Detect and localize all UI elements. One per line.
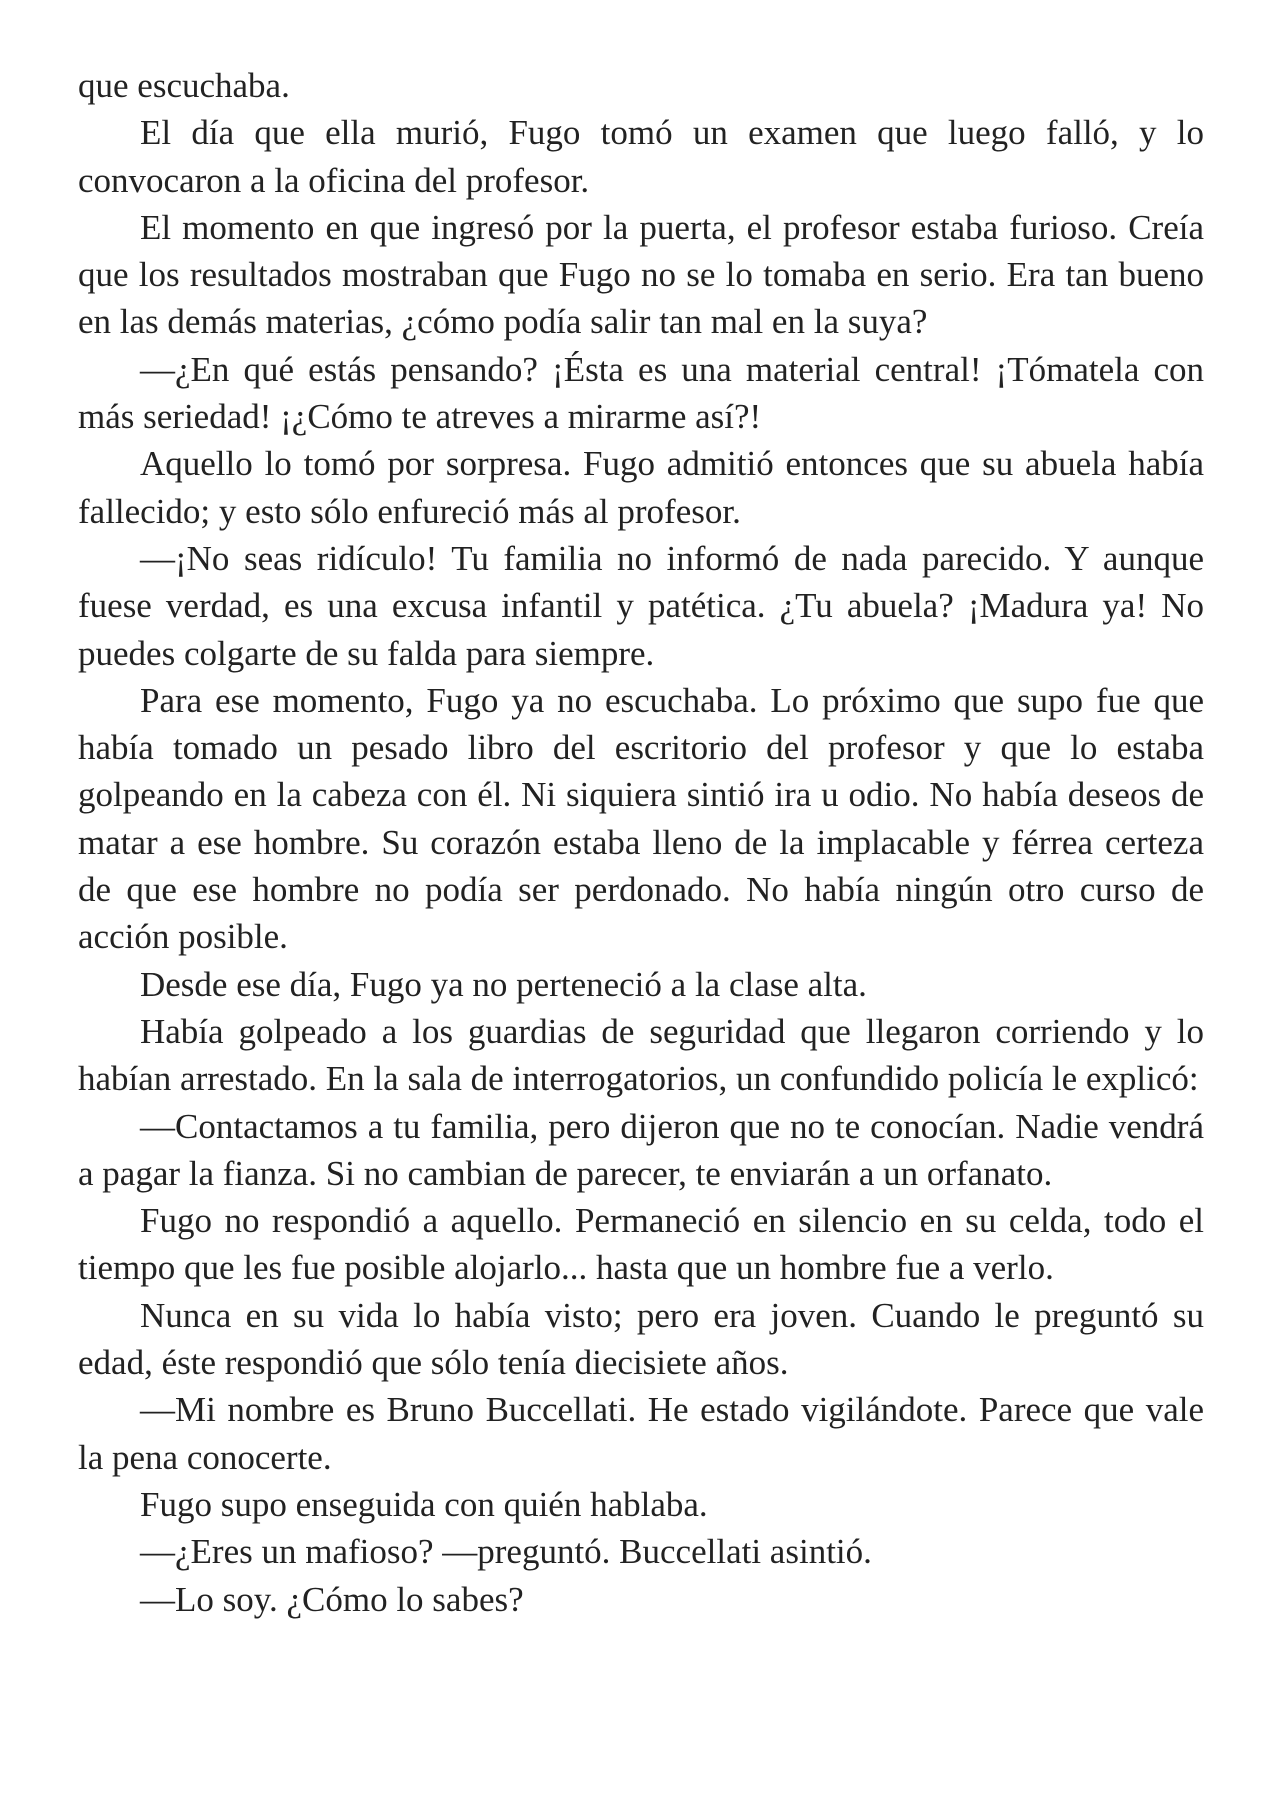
book-page-text bbox=[78, 62, 1204, 1623]
dialogue-paragraph: —Lo soy. ¿Cómo lo sabes? bbox=[140, 1579, 524, 1619]
paragraph: Desde ese día, Fugo ya no perteneció a la clase alta. bbox=[140, 964, 867, 1004]
paragraph: Fugo no respondió a aquello. Permaneció en silencio en su celda, todo el tiempo que les fue posible alojarlo... hasta que un hombre fue a verlo. bbox=[78, 1201, 1204, 1288]
paragraph: El momento en que ingresó por la puerta, el profesor estaba furioso. Creía que los resultados mostraban que Fugo no se lo tomaba en serio. Era tan bueno en las demás materias, ¿cómo podía salir tan mal en la suya? bbox=[78, 207, 1204, 342]
dialogue-paragraph: —¿En qué estás pensando? ¡Ésta es una material central! ¡Tómatela con más seriedad! ¡¿Cómo te atreves a mirarme así?! bbox=[78, 349, 1204, 437]
dialogue-paragraph: —Contactamos a tu familia, pero dijeron que no te conocían. Nadie vendrá a pagar la fianza. Si no cambian de parecer, te enviarán a un orfanato. bbox=[78, 1106, 1204, 1193]
dialogue-paragraph: —¿Eres un mafioso? —preguntó. Buccellati asintió. bbox=[140, 1532, 872, 1572]
paragraph-continued: que escuchaba. bbox=[78, 66, 290, 105]
dialogue-paragraph: —¡No seas ridículo! Tu familia no informó de nada parecido. Y aunque fuese verdad, es una excusa infantil y patética. ¿Tu abuela? ¡Madura ya! No puedes colgarte de su falda para siempre. bbox=[78, 538, 1204, 673]
paragraph: Fugo supo enseguida con quién hablaba. bbox=[140, 1484, 708, 1524]
dialogue-paragraph: —Mi nombre es Bruno Buccellati. He estado vigilándote. Parece que vale la pena conocerte. bbox=[78, 1390, 1204, 1477]
paragraph: Había golpeado a los guardias de seguridad que llegaron corriendo y lo habían arrestado. En la sala de interrogatorios, un confundido policía le explicó: bbox=[78, 1011, 1204, 1099]
paragraph: Nunca en su vida lo había visto; pero era joven. Cuando le preguntó su edad, éste respondió que sólo tenía diecisiete años. bbox=[78, 1295, 1204, 1383]
paragraph: Para ese momento, Fugo ya no escuchaba. Lo próximo que supo fue que había tomado un pesado libro del escritorio del profesor y que lo estaba golpeando en la cabeza con él. Ni siquiera sintió ira u odio. No había deseos de matar a ese hombre. Su corazón estaba lleno de la implacable y férrea certeza de que ese hombre no podía ser perdonado. No había ningún otro curso de acción posible. bbox=[78, 680, 1204, 957]
paragraph: Aquello lo tomó por sorpresa. Fugo admitió entonces que su abuela había fallecido; y esto sólo enfureció más al profesor. bbox=[78, 444, 1204, 531]
paragraph: El día que ella murió, Fugo tomó un examen que luego falló, y lo convocaron a la oficina del profesor. bbox=[78, 113, 1204, 200]
